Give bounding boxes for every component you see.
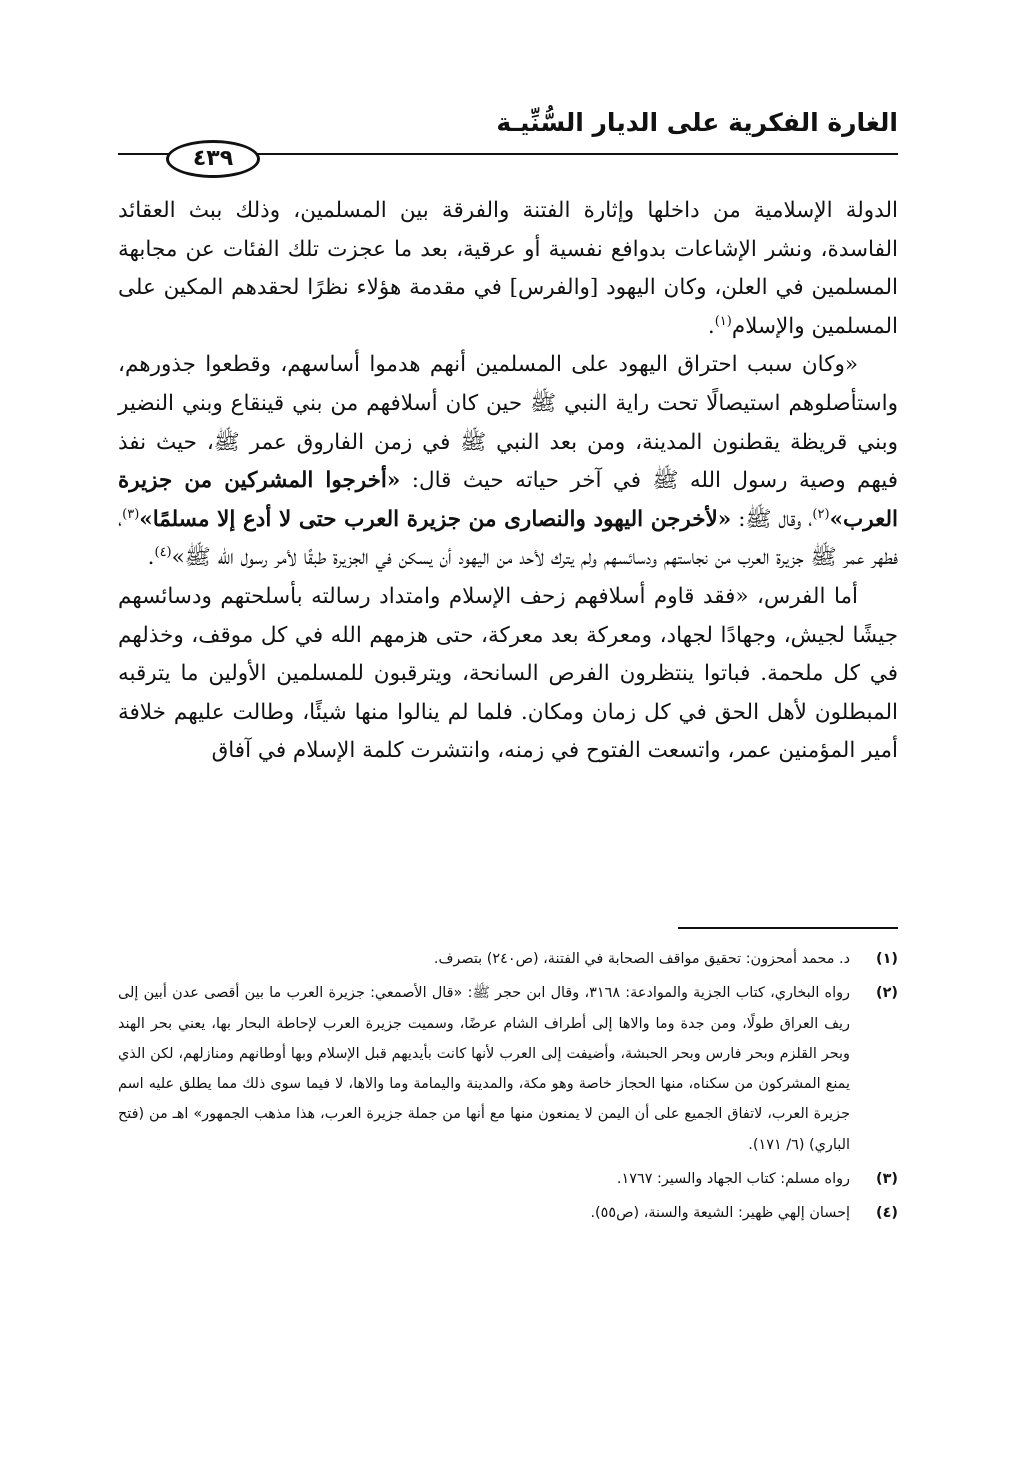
footnote-number: (٢): [876, 985, 898, 1002]
hadith-quote-2: «لأخرجن اليهود والنصارى من جزيرة العرب حتى لا أدع إلا مسلمًا»: [139, 506, 732, 532]
main-text: [118, 192, 898, 771]
footnote-ref-4[interactable]: (٤): [154, 545, 172, 561]
paragraph-1-text: الدولة الإسلامية من داخلها وإثارة الفتنة والفرقة بين المسلمين، وذلك ببث العقائد الفاسدة، ونشر الإشاعات بدوافع نفسية أو عرقية، بعد ما عجزت تلك الفئات عن مجابهة المسلمين في العلن، وكان اليهود [والفرس] في مقدمة هؤلاء نظرًا لحقدهم المكين على المسلمين والإسلام: [118, 198, 898, 339]
footnote-text: إحسان إلهي ظهير: الشيعة والسنة، (ص٥٥).: [590, 1205, 850, 1222]
footnote-number: (٣): [876, 1171, 898, 1188]
footnote-number: (٤): [876, 1205, 898, 1222]
footnote-number: (١): [876, 951, 898, 967]
paragraph-3: [118, 578, 898, 771]
footnote-ref-3[interactable]: (٣): [122, 506, 140, 522]
paragraph-2: [118, 346, 898, 578]
paragraph-2-end: .: [147, 545, 155, 571]
paragraph-1-end: .: [707, 313, 715, 339]
footnote-text: رواه مسلم: كتاب الجهاد والسير: ١٧٦٧.: [616, 1171, 850, 1188]
footnote-item: [118, 944, 898, 974]
paragraph-2-text-c: ، فطهر عمر ﷺ جزيرة العرب من نجاستهم ودسائسهم ولم يترك لأحد من اليهود أن يسكن في الجزيرة طبقًا لأمر رسول الله ﷺ»: [118, 506, 898, 571]
footnote-text: د. محمد أمحزون: تحقيق مواقف الصحابة في الفتنة، (ص٢٤٠) بتصرف.: [433, 951, 850, 967]
paragraph-1: [118, 192, 898, 346]
footnote-ref-2[interactable]: (٢): [812, 506, 830, 522]
page-number-badge: ٤٣٩: [166, 140, 260, 178]
paragraph-2-text-a: «وكان سبب احتراق اليهود على المسلمين أنهم هدموا أساسهم، وقطعوا جذورهم، واستأصلوهم استيصالًا تحت راية النبي ﷺ حين كان أسلافهم من بني قينقاع وبني النضير وبني قريظة يقطنون المدينة، ومن بعد النبي ﷺ في زمن الفاروق عمر ﷺ، حيث نفذ فيهم وصية رسول الله ﷺ في آخر حياته حيث قال:: [118, 352, 898, 494]
running-title: الغارة الفكرية على الديار السُّنِّيـة: [496, 108, 898, 137]
page-header: [118, 108, 898, 171]
footnote-text: رواه البخاري، كتاب الجزية والموادعة: ٣١٦٨، وقال ابن حجر ﷺ: «قال الأصمعي: جزيرة العرب ما بين أقصى عدن أبين إلى ريف العراق طولًا، ومن جدة وما والاها إلى أطراف الشام عرضًا، وسميت جزيرة العرب لإحاطة البحار بها، يعني بحر الهند وبحر القلزم وبحر فارس وبحر الحبشة، وأضيفت إلى العرب لأنها كانت بأيديهم قبل الإسلام وبها أوطانهم ومنازلهم، لكن الذي يمنع المشركون من سكناه، منها الحجاز خاصة وهو مكة، والمدينة واليمامة وما والاها، لا فيما سوى ذلك مما يطلق عليه اسم جزيرة العرب، لاتفاق الجميع على أن اليمن لا يمنعون منها مع أنها من جملة جزيرة العرب، هذا مذهب الجمهور» اهـ من (فتح الباري) (٦/ ١٧١).: [118, 985, 850, 1153]
hadith-quote-1: «أخرجوا المشركين من جزيرة العرب»: [118, 468, 898, 532]
footnote-item: [118, 978, 898, 1160]
footnote-item: [118, 1164, 898, 1194]
footnote-item: [118, 1198, 898, 1228]
footnotes: [118, 944, 898, 1229]
paragraph-3-text: أما الفرس، «فقد قاوم أسلافهم زحف الإسلام وامتداد رسالته بأسلحتهم ودسائسهم جيشًا لجيش، وجهادًا لجهاد، ومعركة بعد معركة، حتى هزمهم الله في كل موقف، وخذلهم في كل ملحمة. فباتوا ينتظرون الفرص السانحة، ويترقبون للمسلمين الأولين ما يترقبه المبطلون لأهل الحق في كل زمان ومكان. فلما لم ينالوا منها شيئًا، وطالت عليهم خلافة أمير المؤمنين عمر، واتسعت الفتوح في زمنه، وانتشرت كلمة الإسلام في آفاق: [118, 583, 898, 764]
footnote-separator: [678, 927, 898, 929]
paragraph-2-text-b: ، وقال ﷺ:: [731, 506, 813, 532]
footnote-ref-1[interactable]: (١): [714, 313, 732, 329]
